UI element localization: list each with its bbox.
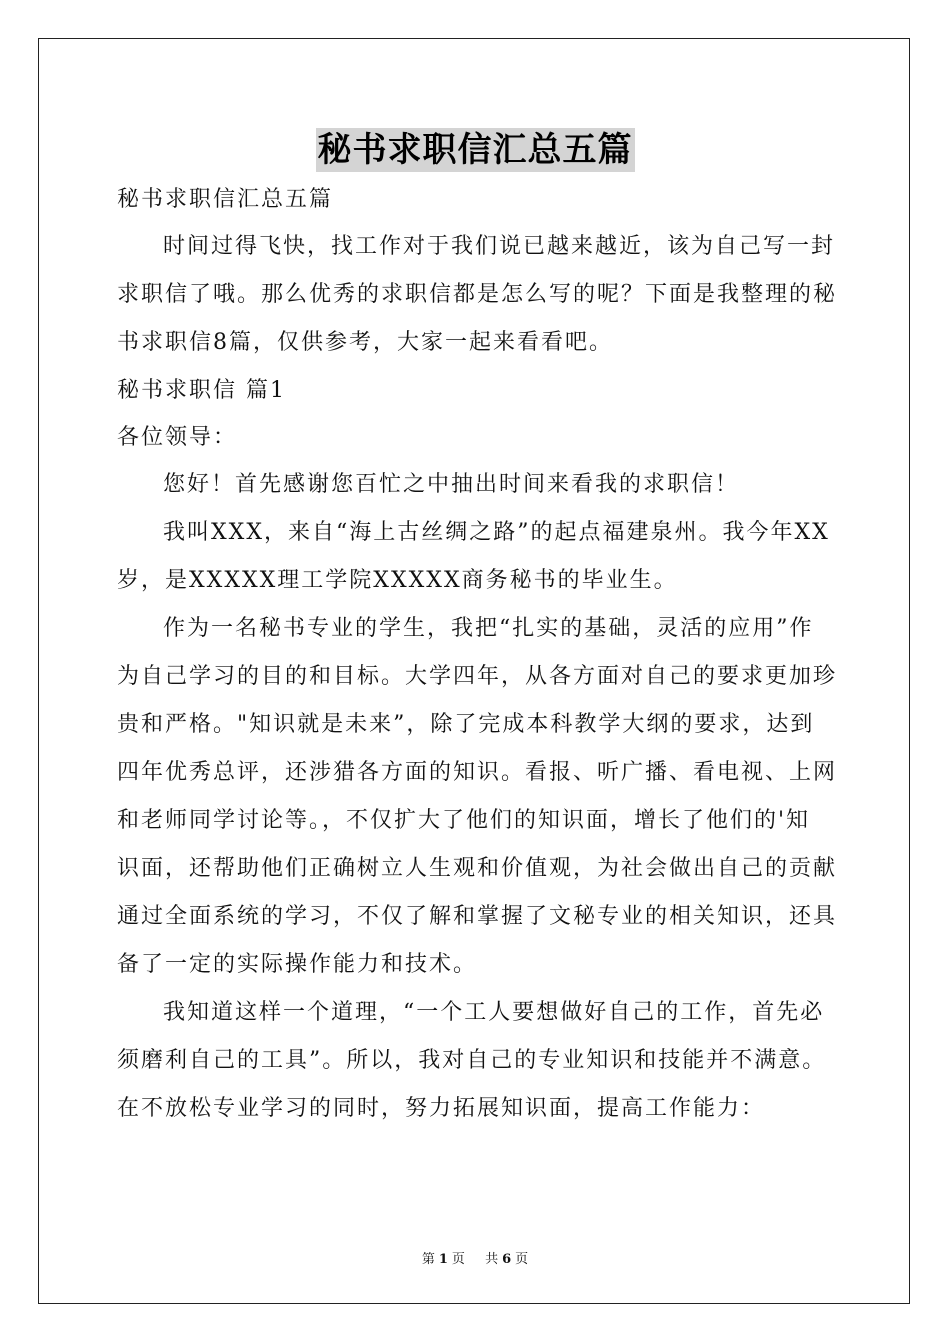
paragraph-line: 和老师同学讨论等。，不仅扩大了他们的知识面，增长了他们的'知 — [117, 808, 811, 833]
total-prefix: 共 — [485, 1252, 499, 1267]
paragraph-line: 您好！首先感谢您百忙之中抽出时间来看我的求职信！ — [163, 472, 740, 497]
page-suffix: 页 — [451, 1252, 465, 1267]
paragraph-line: 我知道这样一个道理，“一个工人要想做好自己的工作，首先必 — [163, 1000, 825, 1025]
document-body — [117, 176, 837, 1133]
paragraph-line: 我叫XXX，来自“海上古丝绸之路”的起点福建泉州。我今年XX — [163, 520, 830, 545]
document-title: 秘书求职信汇总五篇 — [317, 130, 633, 170]
page-prefix: 第 — [421, 1252, 435, 1267]
paragraph-line: 为自己学习的目的和目标。大学四年，从各方面对自己的要求更加珍 — [117, 664, 837, 689]
page-number — [418, 1252, 469, 1267]
paragraph-line: 须磨利自己的工具”。所以，我对自己的专业知识和技能并不满意。 — [117, 1048, 827, 1073]
total-suffix: 页 — [515, 1252, 529, 1267]
total-pages: 6 — [502, 1252, 512, 1267]
paragraph-line: 岁，是XXXXX理工学院XXXXX商务秘书的毕业生。 — [117, 568, 678, 593]
paragraph-line: 在不放松专业学习的同时，努力拓展知识面，提高工作能力： — [117, 1096, 766, 1121]
paragraph-line: 作为一名秘书专业的学生，我把“扎实的基础，灵活的应用”作 — [163, 616, 814, 641]
current-page: 1 — [438, 1252, 448, 1267]
subtitle-line: 秘书求职信汇总五篇 — [117, 187, 334, 212]
paragraph-line: 识面，还帮助他们正确树立人生观和价值观，为社会做出自己的贡献 — [117, 856, 837, 881]
section-heading: 秘书求职信 篇1 — [117, 378, 286, 403]
page-total — [481, 1252, 532, 1267]
paragraph-line: 备了一定的实际操作能力和技术。 — [117, 952, 478, 977]
page-footer — [0, 1248, 950, 1267]
paragraph-line: 通过全面系统的学习，不仅了解和掌握了文秘专业的相关知识，还具 — [117, 904, 837, 929]
paragraph-line: 书求职信8篇，仅供参考，大家一起来看看吧。 — [117, 330, 613, 355]
salutation: 各位领导： — [117, 425, 238, 450]
title-container — [0, 128, 950, 172]
paragraph-line: 求职信了哦。那么优秀的求职信都是怎么写的呢？下面是我整理的秘 — [117, 282, 837, 307]
paragraph-line: 贵和严格。"知识就是未来”，除了完成本科教学大纲的要求，达到 — [117, 712, 815, 737]
paragraph-line: 时间过得飞快，找工作对于我们说已越来越近，该为自己写一封 — [163, 234, 836, 259]
paragraph-line: 四年优秀总评，还涉猎各方面的知识。看报、听广播、看电视、上网 — [117, 760, 837, 785]
